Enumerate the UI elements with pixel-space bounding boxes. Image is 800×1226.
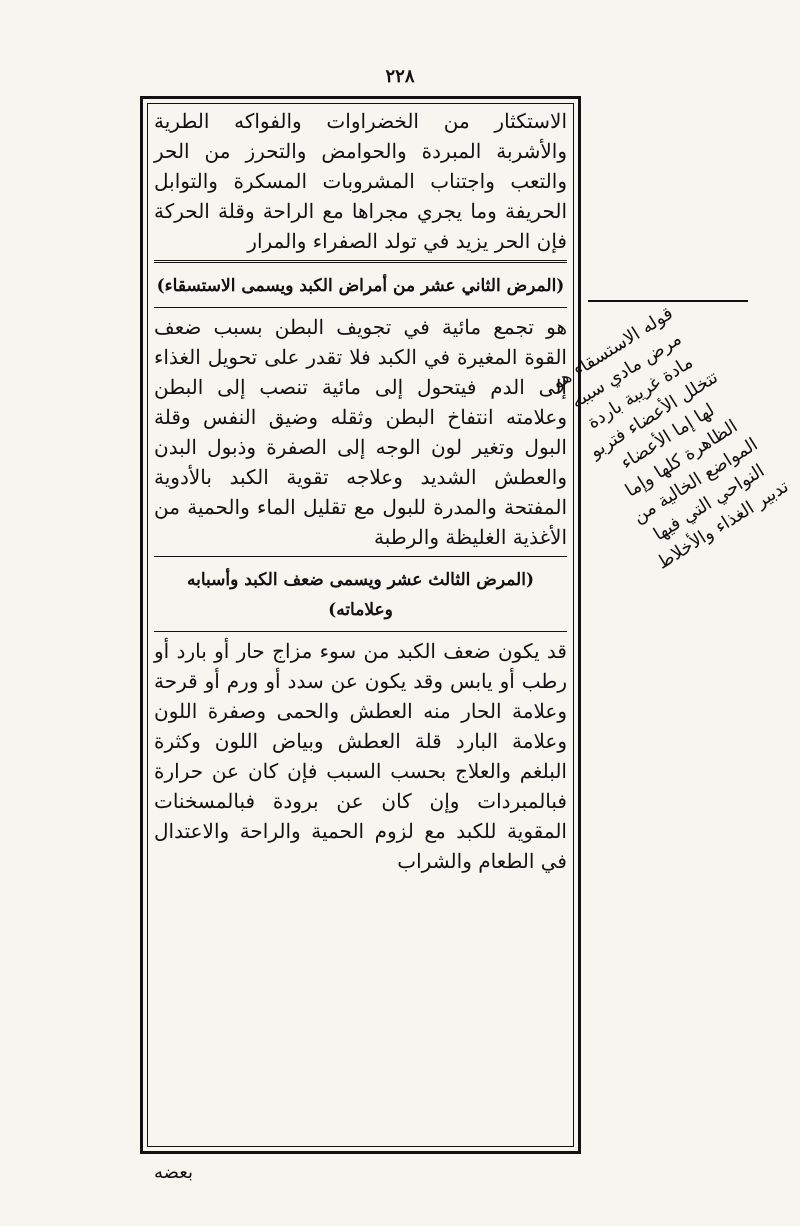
section-rule: [154, 260, 567, 263]
paragraph-2: هو تجمع مائية في تجويف البطن بسبب ضعف القوة المغيرة في الكبد فلا تقدر على تحويل الغذاء إلى الدم فيتحول إلى مائية تنصب إلى البطن وعلامته انتفاخ البطن وثقله وضيق النفس وقلة البول وتغير لون الوجه إلى الصفرة وذبول البدن والعطش الشديد وعلاجه تقوية الكبد بالأدوية المفتحة والمدرة للبول مع تقليل الماء والحمية من الأغذية الغليظة والرطبة: [154, 315, 567, 549]
paragraph-1: الاستكثار من الخضراوات والفواكه الطرية والأشربة المبردة والحوامض والتحرز من الحر والتعب واجتناب المشروبات المسكرة والتوابل الحريفة وما يجري مجراها مع الراحة وقلة الحركة فإن الحر يزيد في تولد الصفراء والمرار: [154, 109, 567, 253]
catchword: بعضه: [154, 1162, 193, 1183]
section-rule: [154, 556, 567, 557]
main-text-inner: [147, 103, 574, 1147]
page-number: ٢٢٨: [385, 66, 415, 87]
section-heading-1: (المرض الثاني عشر من أمراض الكبد ويسمى الاستسقاء): [156, 276, 565, 296]
section-rule: [154, 307, 567, 308]
main-text: [148, 104, 573, 876]
margin-note-frame: [548, 300, 793, 790]
main-text-frame: [140, 96, 581, 1154]
section-heading-2: (المرض الثالث عشر ويسمى ضعف الكبد وأسبابه وعلاماته): [186, 570, 534, 620]
margin-note: قوله الاستسقاء هو مرض مادي سببه مادة غريبة باردة تتخلل الأعضاء فتربو لها إما الأعضاء الظاهرة كلها وإما المواضع الخالية من النواحي التي فيها تدبير الغذاء والأخلاط: [548, 302, 793, 574]
paragraph-3: قد يكون ضعف الكبد من سوء مزاج حار أو بارد أو رطب أو يابس وقد يكون عن سدد أو ورم أو قرحة وعلامة الحار منه العطش والحمى وصفرة اللون وعلامة البارد قلة العطش وبياض اللون وكثرة البلغم والعلاج بحسب السبب فإن كان عن حرارة فبالمبردات وإن كان عن برودة فبالمسخنات المقوية للكبد مع لزوم الحمية والراحة والاعتدال في الطعام والشراب: [154, 639, 567, 873]
section-rule: [154, 631, 567, 632]
